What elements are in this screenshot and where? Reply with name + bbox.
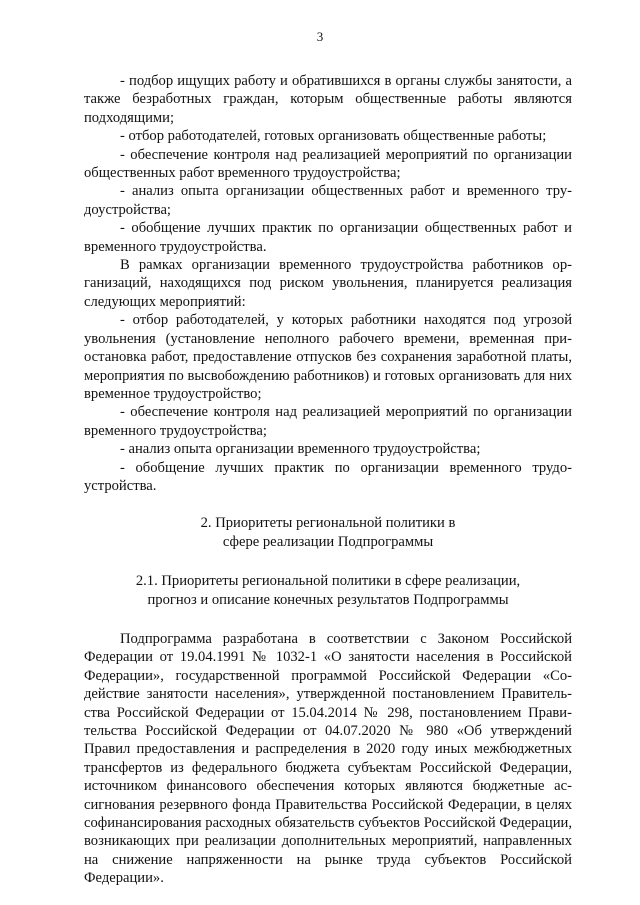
subsection-heading [84,572,572,609]
list-item: - анализ опыта организации общественных работ и временного трудоустройства; [84,183,572,218]
subsection-heading-line: 2.1. Приоритеты региональной политики в сфере реализации, [135,573,521,590]
paragraph: Подпрограмма разработана в соответствии с Законом Российской Федерации от 19.04.1991 № 1032-1 «О занятости населения в Российской Федерации», государственной программой Российской Федерации «Содействие занятости населения», утвержденной постановлением Правительства Российской Федерации от 15.04.2014 № 298, постановлением Правительства Российской Федерации от 04.07.2020 № 980 «Об утверждений Правил предоставления и распределения в 2020 году иных межбюджетных трансфертов из федерального бюджета субъектам Российской Федерации, источником финансового обеспечения которых являются бюджетные ассигнования резервного фонда Правительства Российской Федерации, в целях софинансирования расходных обязательств субъектов Российской Федерации, возникающих при реализации дополнительных мероприятий, направленных на снижение напряженности на рынке труда субъектов Российской Федерации». [84,630,572,887]
list-item: - обобщение лучших практик по организации общественных работ и временного трудоустройства. [84,220,572,255]
list-item: - отбор работодателей, у которых работники находятся под угрозой увольнения (установление неполного рабочего времени, временная приостановка работ, предоставление отпусков без сохранения заработной платы, мероприятия по высвобождению работников) и готовых организовать для них временное трудоустройство; [84,312,572,402]
section-heading-line: 2. Приоритеты региональной политики в [200,515,456,532]
list-item: - отбор работодателей, готовых организовать общественные работы; [120,128,547,145]
subsection-heading-line: прогноз и описание конечных результатов Подпрограммы [147,591,509,608]
list-item: - обобщение лучших практик по организации временного трудоустройства. [84,459,572,494]
section-heading-line: сфере реализации Подпрограммы [222,533,434,550]
list-item: - обеспечение контроля над реализацией мероприятий по организации общественных работ временного трудоустройства; [84,146,572,182]
paragraph: В рамках организации временного трудоустройства работников организаций, находящихся под риском увольнения, планируется реализация следующих мероприятий: [84,257,572,310]
list-item: - подбор ищущих работу и обратившихся в органы службы занятости, а также безработных граждан, которым общественные работы являются подходящими; [84,73,572,126]
section-heading [84,514,572,551]
list-item: - обеспечение контроля над реализацией мероприятий по организации временного трудоустройства; [84,404,572,439]
list-item: - анализ опыта организации временного трудоустройства; [120,441,481,458]
page-number: 3 [316,29,324,44]
document-body [84,72,572,888]
